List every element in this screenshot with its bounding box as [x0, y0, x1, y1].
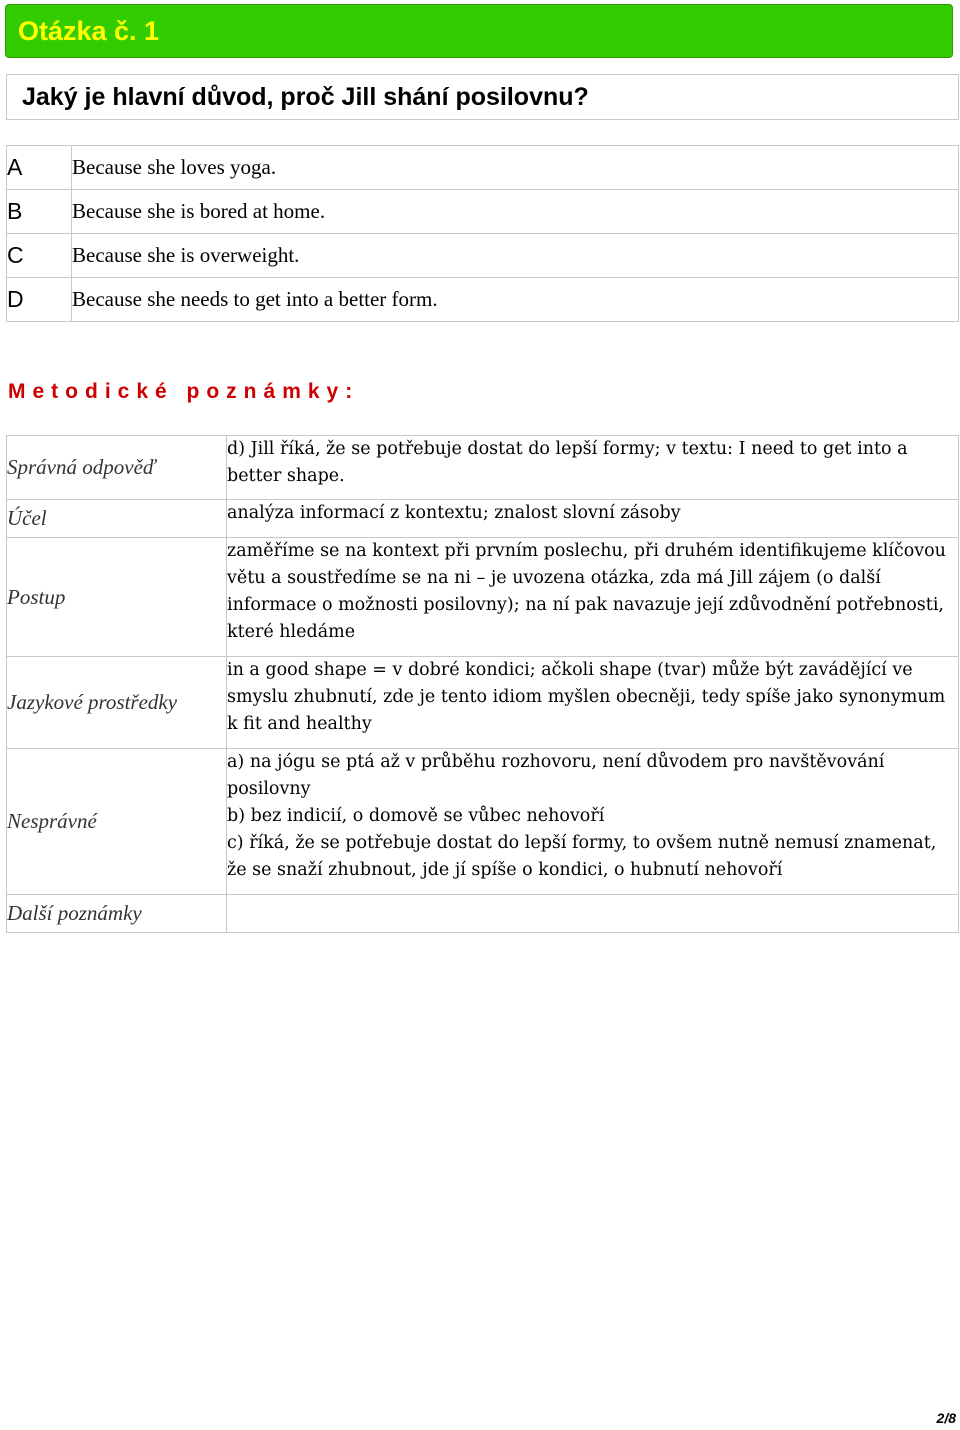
note-label: Účel	[7, 500, 227, 538]
question-box	[6, 74, 959, 120]
note-value	[227, 538, 959, 657]
option-letter: B	[7, 190, 72, 234]
note-value	[227, 657, 959, 749]
option-text: Because she is bored at home.	[72, 190, 959, 234]
note-label: Nesprávné	[7, 749, 227, 895]
notes-row-procedure	[7, 538, 959, 657]
note-line: analýza informací z kontextu; znalost slovní zásoby	[227, 503, 681, 523]
question-text: Jaký je hlavní důvod, proč Jill shání posilovnu?	[22, 82, 589, 111]
option-text: Because she is overweight.	[72, 234, 959, 278]
note-value	[227, 749, 959, 895]
notes-row-purpose	[7, 500, 959, 538]
note-label: Další poznámky	[7, 895, 227, 933]
note-line: in a good shape = v dobré kondici; ačkoli shape (tvar) může být zavádějící ve smyslu zhubnutí, zde je tento idiom myšlen obecněji, tedy spíše jako synonymum k fit and healthy	[227, 660, 946, 734]
note-value	[227, 500, 959, 538]
methodical-notes-table	[6, 435, 959, 933]
note-line: a) na jógu se ptá až v průběhu rozhovoru, není důvodem pro navštěvování posilovny	[227, 752, 885, 799]
note-value	[227, 895, 959, 933]
notes-row-correct-answer	[7, 436, 959, 500]
answer-option-b[interactable]	[7, 190, 959, 234]
note-line: d) Jill říká, že se potřebuje dostat do lepší formy; v textu: I need to get into a better shape.	[227, 439, 908, 486]
question-number-title: Otázka č. 1	[18, 15, 160, 46]
option-letter: C	[7, 234, 72, 278]
note-line: zaměříme se na kontext při prvním poslechu, při druhém identifikujeme klíčovou větu a soustředíme se na ni – je uvozena otázka, zda má Jill zájem (o další informace o možnosti posilovny); na ní pak navazuje její zdůvodnění potřebnosti, které hledáme	[227, 541, 946, 642]
page-number: 2/8	[936, 1410, 956, 1426]
option-letter: A	[7, 146, 72, 190]
answer-option-a[interactable]	[7, 146, 959, 190]
notes-row-language-means	[7, 657, 959, 749]
notes-row-other	[7, 895, 959, 933]
note-value	[227, 436, 959, 500]
note-line: b) bez indicií, o domově se vůbec nehovoří	[227, 806, 605, 826]
option-letter: D	[7, 278, 72, 322]
note-label: Jazykové prostředky	[7, 657, 227, 749]
note-line: c) říká, že se potřebuje dostat do lepší formy, to ovšem nutně nemusí znamenat, že se snaží zhubnout, jde jí spíše o kondici, o hubnutí nehovoří	[227, 833, 937, 880]
methodical-notes-heading: Metodické poznámky:	[8, 380, 360, 403]
notes-row-incorrect	[7, 749, 959, 895]
answer-option-c[interactable]	[7, 234, 959, 278]
note-label: Postup	[7, 538, 227, 657]
answer-option-d[interactable]	[7, 278, 959, 322]
question-header	[5, 4, 953, 58]
answer-options-table	[6, 145, 959, 322]
note-label: Správná odpověď	[7, 436, 227, 500]
option-text: Because she needs to get into a better form.	[72, 278, 959, 322]
option-text: Because she loves yoga.	[72, 146, 959, 190]
